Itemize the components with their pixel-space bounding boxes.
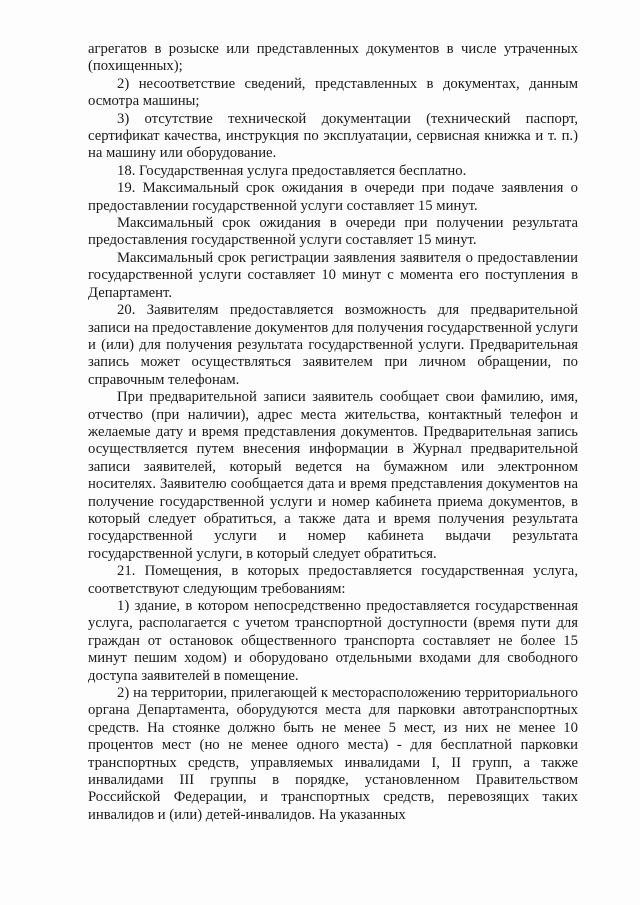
- paragraph-20: 20. Заявителям предоставляется возможность для предварительной записи на предоставление документов для получения государственной услуги и (или) для получения результата государственной услуги. Предварительная запись может осуществляться заявителем при личном обращении, по справочным телефонам.: [88, 302, 578, 388]
- paragraph-19-registration: Максимальный срок регистрации заявления заявителя о предоставлении государственной услуги составляет 10 минут с момента его поступления в Департамент.: [88, 249, 578, 301]
- paragraph-item-3: 3) отсутствие технической документации (технический паспорт, сертификат качества, инструкция по эксплуатации, сервисная книжка и т. п.) на машину или оборудование.: [88, 110, 578, 162]
- document-body: [88, 41, 578, 824]
- paragraph-21-item-1: 1) здание, в котором непосредственно предоставляется государственная услуга, располагается с учетом транспортной доступности (время пути для граждан от остановок общественного транспорта составляет не более 15 минут пешим ходом) и оборудовано отдельными входами для свободного доступа заявителей в помещение.: [88, 598, 578, 684]
- paragraph-20-details: При предварительной записи заявитель сообщает свои фамилию, имя, отчество (при наличии), адрес места жительства, контактный телефон и желаемые дату и время представления документов. Предварительная запись осуществляется путем внесения информации в Журнал предварительной записи заявителей, который ведется на бумажном или электронном носителях. Заявителю сообщается дата и время представления документов на получение государственной услуги и номер кабинета приема документов, в который следует обратиться, а также дата и время получения результата государственной услуги и номер кабинета выдачи результата государственной услуги, в который следует обратиться.: [88, 389, 578, 562]
- paragraph-21-item-2: 2) на территории, прилегающей к месторасположению территориального органа Департамента, оборудуются места для парковки автотранспортных средств. На стоянке должно быть не менее 5 мест, из них не менее 10 процентов мест (но не менее одного места) - для бесплатной парковки транспортных средств, управляемых инвалидами I, II групп, а также инвалидами III группы в порядке, установленном Правительством Российской Федерации, и транспортных средств, перевозящих таких инвалидов и (или) детей-инвалидов. На указанных: [88, 685, 578, 823]
- paragraph-19-result: Максимальный срок ожидания в очереди при получении результата предоставления государственной услуги составляет 15 минут.: [88, 215, 578, 249]
- paragraph-item-2: 2) несоответствие сведений, представленных в документах, данным осмотра машины;: [88, 75, 578, 110]
- paragraph-19: 19. Максимальный срок ожидания в очереди при подаче заявления о предоставлении государственной услуги составляет 15 минут.: [88, 180, 578, 214]
- paragraph-18: 18. Государственная услуга предоставляется бесплатно.: [117, 162, 467, 179]
- paragraph-continuation: агрегатов в розыске или представленных документов в числе утраченных (похищенных);: [88, 41, 578, 75]
- paragraph-21: 21. Помещения, в которых предоставляется государственная услуга, соответствуют следующим требованиям:: [88, 563, 578, 597]
